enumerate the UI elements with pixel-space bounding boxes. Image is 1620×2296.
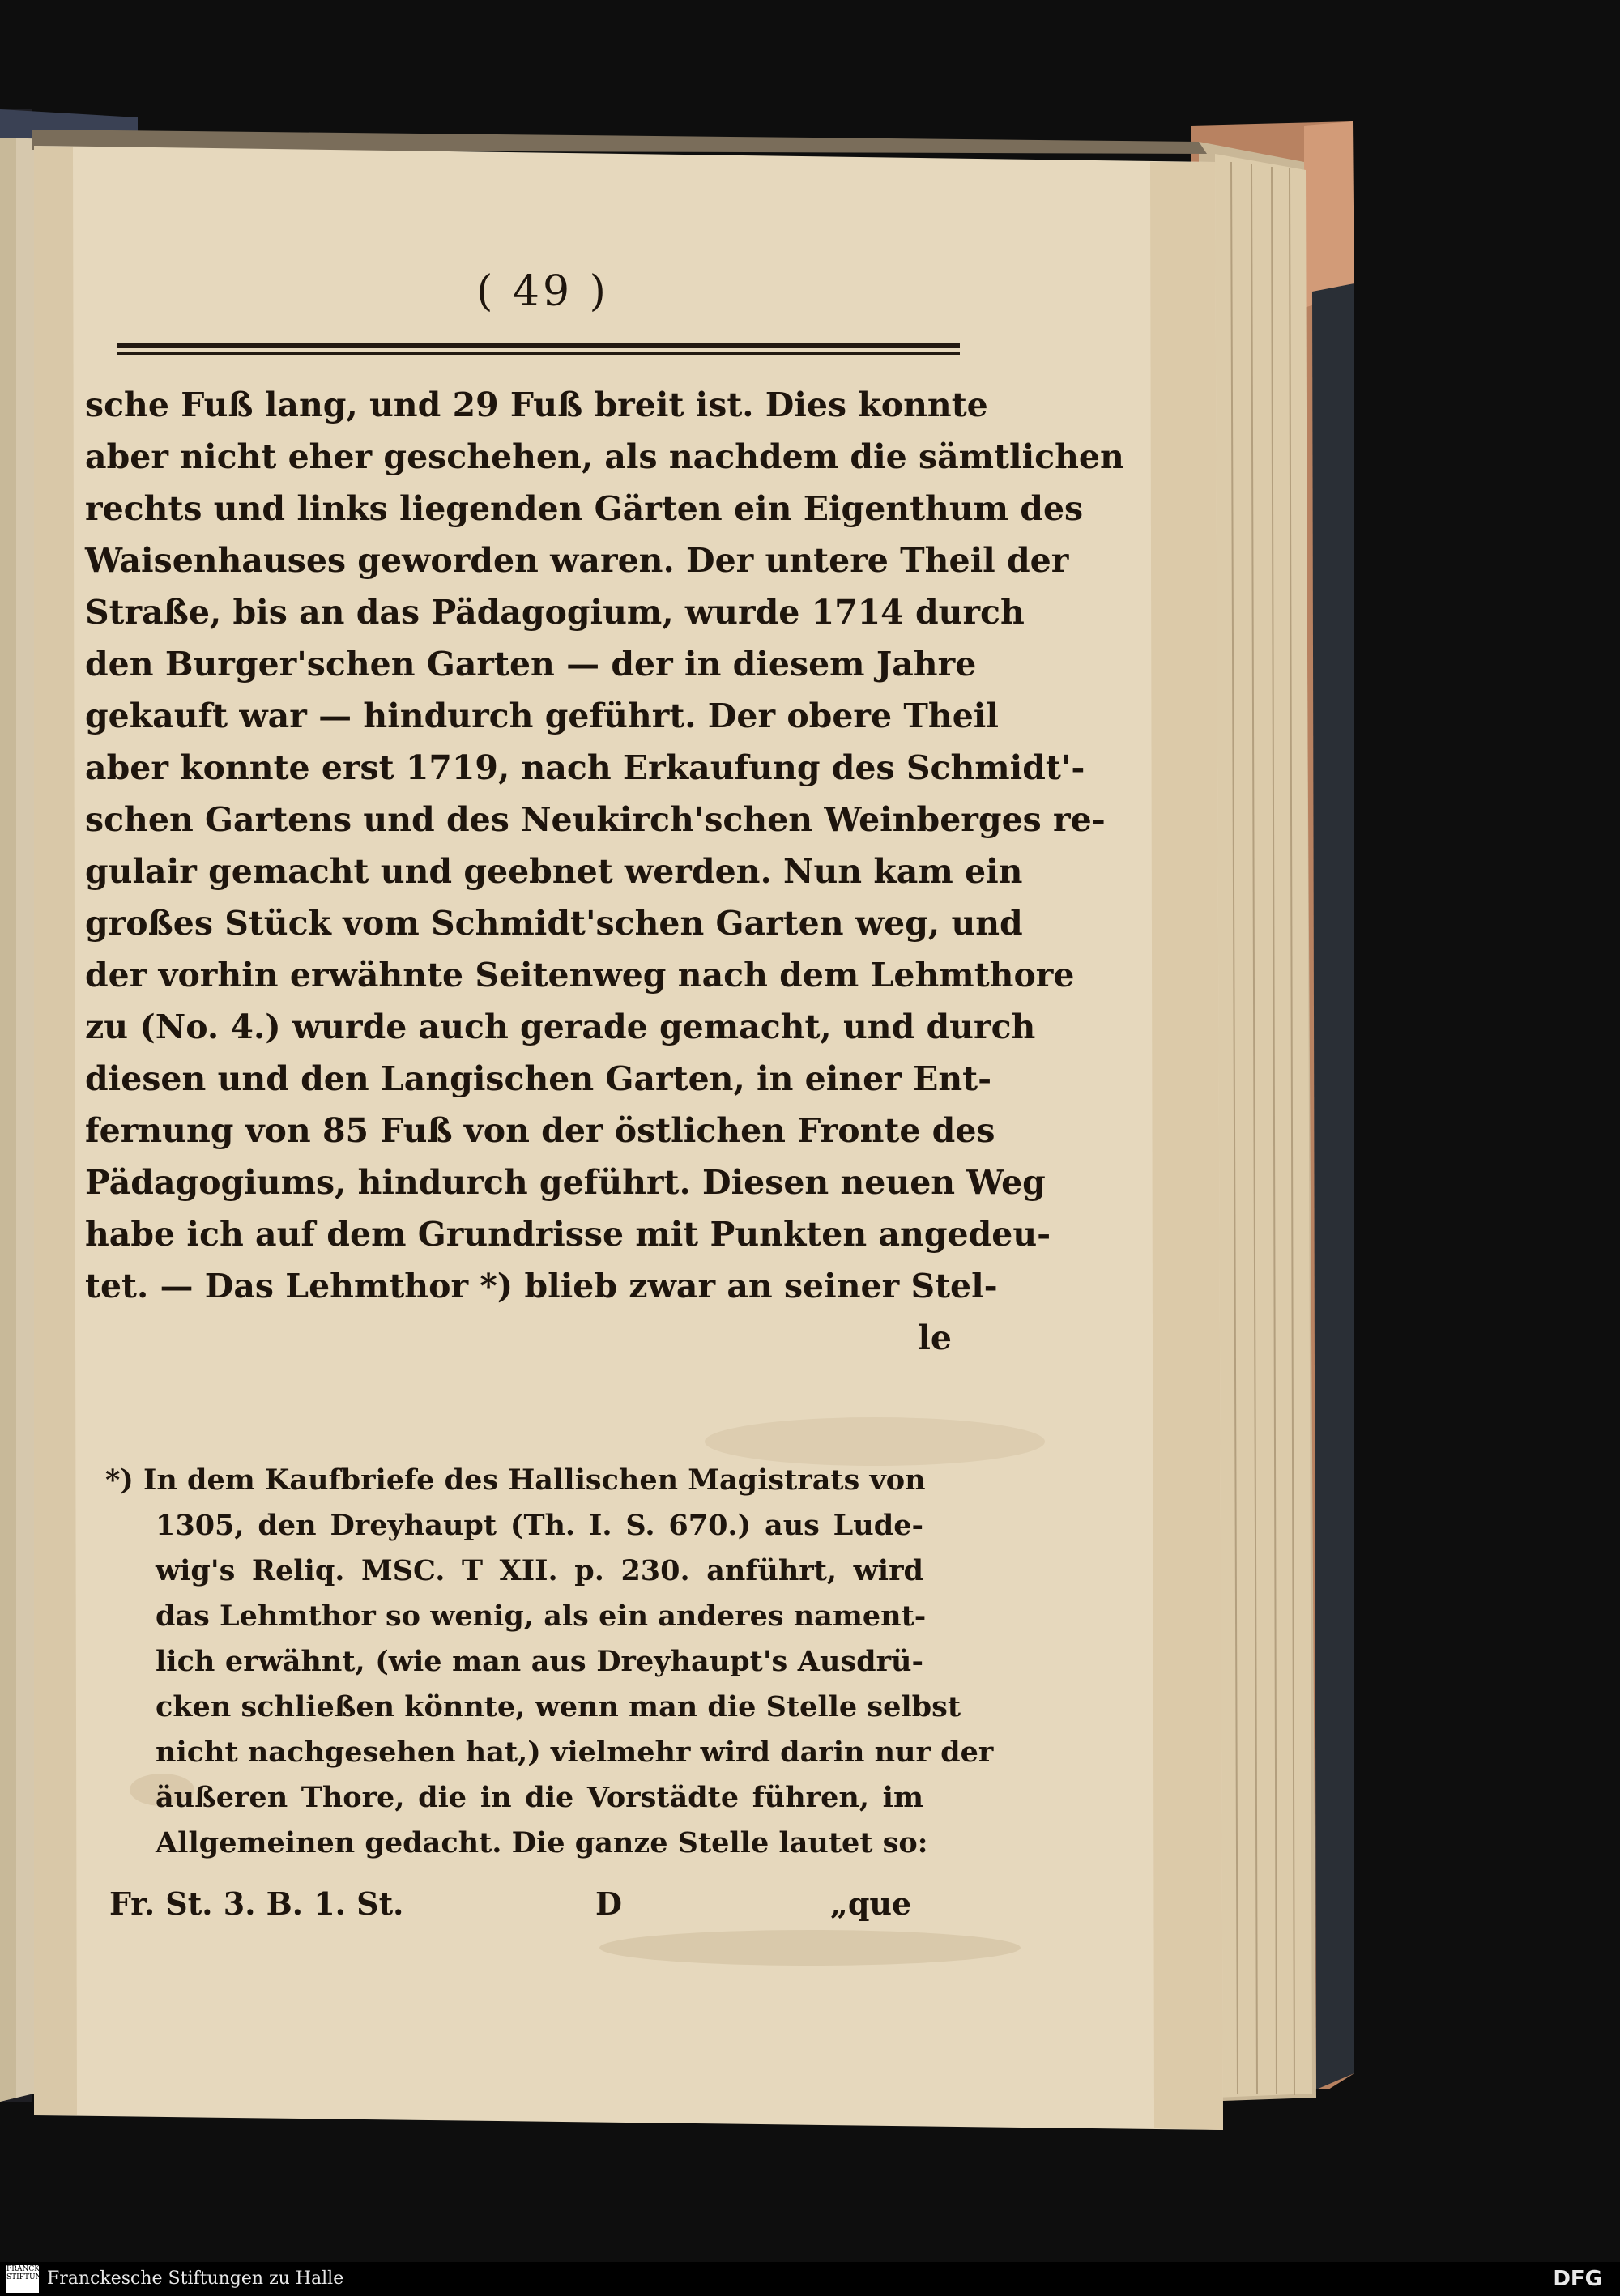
footnote-line: Allgemeinen gedacht. Die ganze Stelle lautet so: [156, 1826, 928, 1859]
text-line: der vorhin erwähnte Seitenweg nach dem Lehmthore [85, 956, 1075, 995]
catchword: „que [830, 1885, 912, 1922]
footnote-line: lich erwähnt, (wie man aus Dreyhaupt's Ausdrü- [156, 1645, 923, 1678]
text-line: Waisenhauses geworden waren. Der untere Theil der [85, 541, 1069, 580]
text-line: fernung von 85 Fuß von der östlichen Fronte des [85, 1111, 995, 1150]
institution-logo: FRANCKESCHE STIFTUNGEN [6, 2265, 39, 2293]
footnote [105, 1458, 994, 1866]
text-line: gulair gemacht und geebnet werden. Nun kam ein [85, 852, 1023, 891]
header-rule [117, 343, 960, 360]
printer-signature: Fr. St. 3. B. 1. St. [109, 1885, 404, 1922]
text-line: zu (No. 4.) wurde auch gerade gemacht, und durch [85, 1007, 1036, 1046]
footnote-line: wig's Reliq. MSC. T XII. p. 230. anführt, wird [156, 1554, 923, 1587]
text-line: aber konnte erst 1719, nach Erkaufung des Schmidt'- [85, 748, 1085, 787]
text-line: aber nicht eher geschehen, als nachdem die sämtlichen [85, 437, 1124, 476]
signature-row [109, 1881, 919, 1928]
text-line: le [918, 1318, 952, 1357]
footnote-line: das Lehmthor so wenig, als ein anderes nament- [156, 1600, 927, 1633]
footnote-line: cken schließen könnte, wenn man die Stelle selbst [156, 1690, 961, 1723]
signature-mark: D [595, 1885, 622, 1922]
text-line: Straße, bis an das Pädagogium, wurde 1714 durch [85, 593, 1025, 632]
viewer-footer [0, 2262, 1620, 2296]
text-line: den Burger'schen Garten — der in diesem Jahre [85, 645, 977, 684]
text-line: schen Gartens und des Neukirch'schen Weinberges re- [85, 800, 1106, 839]
page-number: ( 49 ) [476, 267, 609, 316]
text-line: diesen und den Langischen Garten, in einer Ent- [85, 1059, 992, 1098]
footnote-line: 1305, den Dreyhaupt (Th. I. S. 670.) aus Lude- [156, 1509, 923, 1542]
text-line: Pädagogiums, hindurch geführt. Diesen neuen Weg [85, 1163, 1046, 1202]
footnote-line: *) In dem Kaufbriefe des Hallischen Magistrats von [105, 1463, 926, 1497]
text-line: großes Stück vom Schmidt'schen Garten weg, und [85, 904, 1023, 943]
text-line: habe ich auf dem Grundrisse mit Punkten angedeu- [85, 1215, 1051, 1254]
text-line: sche Fuß lang, und 29 Fuß breit ist. Dies konnte [85, 386, 988, 424]
text-line: rechts und links liegenden Gärten ein Eigenthum des [85, 489, 1084, 528]
body-text [85, 379, 1124, 1364]
footnote-line: nicht nachgesehen hat,) vielmehr wird darin nur der [156, 1736, 994, 1769]
text-line: tet. — Das Lehmthor *) blieb zwar an seiner Stel- [85, 1267, 998, 1306]
footnote-line: äußeren Thore, die in die Vorstädte führen, im [156, 1781, 923, 1814]
text-line: gekauft war — hindurch geführt. Der obere Theil [85, 696, 999, 735]
dfg-logo[interactable]: DFG [1553, 2267, 1602, 2291]
institution-name[interactable]: Franckesche Stiftungen zu Halle [47, 2268, 344, 2289]
